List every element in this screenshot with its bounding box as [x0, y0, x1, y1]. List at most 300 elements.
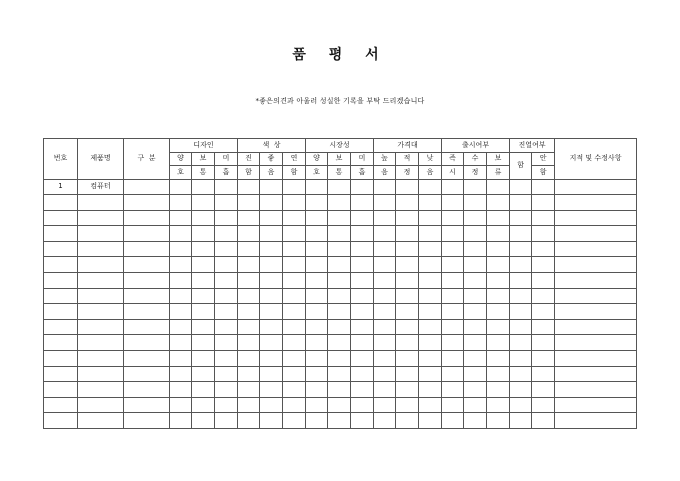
table-cell[interactable]	[215, 257, 238, 273]
table-cell[interactable]	[374, 304, 396, 320]
cell-no[interactable]	[44, 288, 78, 304]
table-cell[interactable]	[532, 351, 555, 367]
table-cell[interactable]	[124, 413, 170, 429]
table-cell[interactable]	[464, 335, 487, 351]
table-cell[interactable]	[260, 179, 283, 195]
table-cell[interactable]	[555, 382, 637, 398]
table-cell[interactable]	[487, 210, 510, 226]
table-cell[interactable]	[487, 241, 510, 257]
table-cell[interactable]	[170, 257, 192, 273]
table-cell[interactable]	[170, 179, 192, 195]
table-cell[interactable]	[215, 351, 238, 367]
table-cell[interactable]	[283, 210, 306, 226]
table-cell[interactable]	[124, 257, 170, 273]
table-cell[interactable]	[170, 335, 192, 351]
table-cell[interactable]	[374, 351, 396, 367]
table-cell[interactable]	[396, 210, 419, 226]
table-cell[interactable]	[170, 351, 192, 367]
table-cell[interactable]	[124, 288, 170, 304]
table-cell[interactable]	[238, 351, 260, 367]
table-cell[interactable]	[442, 257, 464, 273]
table-cell[interactable]	[306, 179, 328, 195]
table-cell[interactable]	[464, 210, 487, 226]
table-cell[interactable]	[510, 304, 532, 320]
table-cell[interactable]	[328, 179, 351, 195]
cell-product[interactable]	[78, 257, 124, 273]
table-cell[interactable]	[419, 351, 442, 367]
table-cell[interactable]	[351, 413, 374, 429]
table-cell[interactable]	[238, 304, 260, 320]
table-cell[interactable]	[283, 288, 306, 304]
table-cell[interactable]	[283, 335, 306, 351]
table-cell[interactable]	[555, 210, 637, 226]
table-cell[interactable]	[396, 195, 419, 211]
table-cell[interactable]	[419, 413, 442, 429]
table-cell[interactable]	[260, 351, 283, 367]
table-cell[interactable]	[170, 210, 192, 226]
table-cell[interactable]	[442, 319, 464, 335]
table-cell[interactable]	[555, 179, 637, 195]
table-cell[interactable]	[192, 335, 215, 351]
table-cell[interactable]	[374, 179, 396, 195]
table-cell[interactable]	[555, 335, 637, 351]
table-cell[interactable]	[306, 413, 328, 429]
table-cell[interactable]	[442, 288, 464, 304]
table-cell[interactable]	[532, 195, 555, 211]
table-cell[interactable]	[487, 195, 510, 211]
table-cell[interactable]	[306, 195, 328, 211]
table-cell[interactable]	[192, 179, 215, 195]
table-cell[interactable]	[124, 366, 170, 382]
table-cell[interactable]	[306, 288, 328, 304]
table-cell[interactable]	[464, 366, 487, 382]
table-cell[interactable]	[487, 397, 510, 413]
table-cell[interactable]	[238, 366, 260, 382]
table-cell[interactable]	[238, 195, 260, 211]
cell-no[interactable]	[44, 304, 78, 320]
table-cell[interactable]	[124, 210, 170, 226]
table-cell[interactable]	[260, 226, 283, 242]
table-cell[interactable]	[396, 335, 419, 351]
table-cell[interactable]	[510, 195, 532, 211]
table-cell[interactable]	[238, 335, 260, 351]
cell-no[interactable]	[44, 335, 78, 351]
table-cell[interactable]	[124, 226, 170, 242]
table-cell[interactable]	[351, 226, 374, 242]
table-cell[interactable]	[464, 195, 487, 211]
table-cell[interactable]	[351, 273, 374, 289]
table-cell[interactable]	[124, 382, 170, 398]
table-cell[interactable]	[351, 257, 374, 273]
cell-product[interactable]	[78, 335, 124, 351]
table-cell[interactable]	[170, 397, 192, 413]
table-cell[interactable]	[419, 210, 442, 226]
cell-no[interactable]	[44, 241, 78, 257]
table-cell[interactable]	[306, 335, 328, 351]
table-cell[interactable]	[192, 351, 215, 367]
table-cell[interactable]	[124, 179, 170, 195]
cell-no[interactable]	[44, 319, 78, 335]
table-cell[interactable]	[464, 382, 487, 398]
table-cell[interactable]	[124, 319, 170, 335]
table-cell[interactable]	[555, 195, 637, 211]
table-cell[interactable]	[464, 304, 487, 320]
cell-no[interactable]	[44, 366, 78, 382]
table-cell[interactable]	[124, 273, 170, 289]
table-cell[interactable]	[555, 241, 637, 257]
table-cell[interactable]	[215, 319, 238, 335]
table-cell[interactable]	[215, 382, 238, 398]
table-cell[interactable]	[238, 397, 260, 413]
table-cell[interactable]	[374, 382, 396, 398]
table-cell[interactable]	[532, 319, 555, 335]
table-cell[interactable]	[487, 335, 510, 351]
table-cell[interactable]	[283, 351, 306, 367]
table-cell[interactable]	[532, 226, 555, 242]
table-cell[interactable]	[351, 382, 374, 398]
table-cell[interactable]	[510, 241, 532, 257]
table-cell[interactable]	[283, 382, 306, 398]
table-cell[interactable]	[170, 226, 192, 242]
cell-no[interactable]	[44, 413, 78, 429]
table-cell[interactable]	[215, 335, 238, 351]
table-cell[interactable]	[351, 195, 374, 211]
table-cell[interactable]	[374, 241, 396, 257]
table-cell[interactable]	[464, 179, 487, 195]
cell-product[interactable]	[78, 382, 124, 398]
table-cell[interactable]	[283, 273, 306, 289]
table-cell[interactable]	[260, 210, 283, 226]
table-cell[interactable]	[396, 257, 419, 273]
table-cell[interactable]	[464, 257, 487, 273]
cell-no[interactable]	[44, 397, 78, 413]
table-cell[interactable]	[328, 288, 351, 304]
cell-product[interactable]	[78, 273, 124, 289]
table-cell[interactable]	[170, 366, 192, 382]
table-cell[interactable]	[532, 413, 555, 429]
table-cell[interactable]	[260, 382, 283, 398]
table-cell[interactable]	[192, 195, 215, 211]
table-cell[interactable]	[215, 179, 238, 195]
table-cell[interactable]	[170, 319, 192, 335]
table-cell[interactable]	[124, 335, 170, 351]
table-cell[interactable]	[374, 210, 396, 226]
table-cell[interactable]	[328, 366, 351, 382]
table-cell[interactable]	[328, 273, 351, 289]
table-cell[interactable]	[442, 241, 464, 257]
cell-product[interactable]: 컴퓨터	[78, 179, 124, 195]
table-cell[interactable]	[555, 413, 637, 429]
table-cell[interactable]	[260, 397, 283, 413]
table-cell[interactable]	[374, 257, 396, 273]
cell-product[interactable]	[78, 366, 124, 382]
table-cell[interactable]	[238, 273, 260, 289]
table-cell[interactable]	[170, 382, 192, 398]
table-cell[interactable]	[396, 288, 419, 304]
table-cell[interactable]	[532, 273, 555, 289]
table-cell[interactable]	[532, 366, 555, 382]
table-cell[interactable]	[306, 382, 328, 398]
table-cell[interactable]	[442, 397, 464, 413]
table-cell[interactable]	[442, 413, 464, 429]
cell-product[interactable]	[78, 226, 124, 242]
table-cell[interactable]	[374, 397, 396, 413]
table-cell[interactable]	[510, 179, 532, 195]
table-cell[interactable]	[396, 241, 419, 257]
table-cell[interactable]	[260, 335, 283, 351]
table-cell[interactable]	[351, 304, 374, 320]
table-cell[interactable]	[487, 179, 510, 195]
table-cell[interactable]	[396, 366, 419, 382]
table-cell[interactable]	[442, 179, 464, 195]
table-cell[interactable]	[328, 226, 351, 242]
table-cell[interactable]	[283, 413, 306, 429]
table-cell[interactable]	[510, 351, 532, 367]
table-cell[interactable]	[215, 366, 238, 382]
table-cell[interactable]	[170, 288, 192, 304]
table-cell[interactable]	[510, 288, 532, 304]
table-cell[interactable]	[306, 241, 328, 257]
table-cell[interactable]	[192, 413, 215, 429]
table-cell[interactable]	[510, 397, 532, 413]
table-cell[interactable]	[328, 210, 351, 226]
table-cell[interactable]	[464, 241, 487, 257]
table-cell[interactable]	[306, 366, 328, 382]
table-cell[interactable]	[170, 304, 192, 320]
table-cell[interactable]	[419, 366, 442, 382]
table-cell[interactable]	[283, 304, 306, 320]
table-cell[interactable]	[555, 304, 637, 320]
table-cell[interactable]	[215, 226, 238, 242]
table-cell[interactable]	[306, 319, 328, 335]
table-cell[interactable]	[374, 273, 396, 289]
table-cell[interactable]	[215, 195, 238, 211]
table-cell[interactable]	[419, 288, 442, 304]
table-cell[interactable]	[238, 382, 260, 398]
table-cell[interactable]	[260, 195, 283, 211]
table-cell[interactable]	[215, 413, 238, 429]
table-cell[interactable]	[306, 397, 328, 413]
table-cell[interactable]	[328, 319, 351, 335]
table-cell[interactable]	[419, 195, 442, 211]
table-cell[interactable]	[555, 366, 637, 382]
cell-no[interactable]	[44, 210, 78, 226]
table-cell[interactable]	[215, 397, 238, 413]
table-cell[interactable]	[532, 288, 555, 304]
table-cell[interactable]	[419, 319, 442, 335]
table-cell[interactable]	[215, 288, 238, 304]
table-cell[interactable]	[306, 257, 328, 273]
table-cell[interactable]	[510, 335, 532, 351]
table-cell[interactable]	[532, 179, 555, 195]
table-cell[interactable]	[192, 304, 215, 320]
table-cell[interactable]	[238, 257, 260, 273]
table-cell[interactable]	[419, 397, 442, 413]
table-cell[interactable]	[487, 382, 510, 398]
table-cell[interactable]	[555, 319, 637, 335]
table-cell[interactable]	[510, 413, 532, 429]
table-cell[interactable]	[464, 413, 487, 429]
table-cell[interactable]	[192, 319, 215, 335]
table-cell[interactable]	[192, 288, 215, 304]
table-cell[interactable]	[464, 397, 487, 413]
table-cell[interactable]	[306, 304, 328, 320]
table-cell[interactable]	[328, 351, 351, 367]
table-cell[interactable]	[351, 179, 374, 195]
table-cell[interactable]	[374, 319, 396, 335]
cell-no[interactable]: 1	[44, 179, 78, 195]
table-cell[interactable]	[396, 273, 419, 289]
table-cell[interactable]	[419, 273, 442, 289]
table-cell[interactable]	[464, 273, 487, 289]
cell-product[interactable]	[78, 195, 124, 211]
table-cell[interactable]	[419, 382, 442, 398]
table-cell[interactable]	[260, 413, 283, 429]
table-cell[interactable]	[464, 351, 487, 367]
table-cell[interactable]	[532, 304, 555, 320]
table-cell[interactable]	[532, 335, 555, 351]
table-cell[interactable]	[442, 351, 464, 367]
table-cell[interactable]	[510, 382, 532, 398]
cell-product[interactable]	[78, 413, 124, 429]
table-cell[interactable]	[238, 210, 260, 226]
table-cell[interactable]	[283, 195, 306, 211]
table-cell[interactable]	[351, 319, 374, 335]
table-cell[interactable]	[192, 382, 215, 398]
table-cell[interactable]	[396, 413, 419, 429]
cell-product[interactable]	[78, 210, 124, 226]
table-cell[interactable]	[351, 210, 374, 226]
table-cell[interactable]	[510, 366, 532, 382]
table-cell[interactable]	[124, 241, 170, 257]
table-cell[interactable]	[487, 226, 510, 242]
table-cell[interactable]	[238, 241, 260, 257]
table-cell[interactable]	[192, 226, 215, 242]
table-cell[interactable]	[487, 319, 510, 335]
cell-no[interactable]	[44, 273, 78, 289]
cell-no[interactable]	[44, 382, 78, 398]
table-cell[interactable]	[442, 226, 464, 242]
table-cell[interactable]	[192, 366, 215, 382]
table-cell[interactable]	[328, 382, 351, 398]
table-cell[interactable]	[170, 413, 192, 429]
table-cell[interactable]	[442, 335, 464, 351]
table-cell[interactable]	[260, 241, 283, 257]
table-cell[interactable]	[442, 195, 464, 211]
table-cell[interactable]	[442, 210, 464, 226]
table-cell[interactable]	[419, 335, 442, 351]
table-cell[interactable]	[396, 226, 419, 242]
table-cell[interactable]	[532, 210, 555, 226]
table-cell[interactable]	[328, 335, 351, 351]
cell-product[interactable]	[78, 319, 124, 335]
table-cell[interactable]	[238, 179, 260, 195]
table-cell[interactable]	[283, 319, 306, 335]
table-cell[interactable]	[510, 257, 532, 273]
table-cell[interactable]	[170, 241, 192, 257]
table-cell[interactable]	[374, 288, 396, 304]
table-cell[interactable]	[238, 288, 260, 304]
table-cell[interactable]	[351, 366, 374, 382]
cell-product[interactable]	[78, 288, 124, 304]
cell-product[interactable]	[78, 397, 124, 413]
table-cell[interactable]	[419, 304, 442, 320]
table-cell[interactable]	[124, 397, 170, 413]
table-cell[interactable]	[283, 226, 306, 242]
table-cell[interactable]	[260, 304, 283, 320]
table-cell[interactable]	[442, 273, 464, 289]
table-cell[interactable]	[374, 413, 396, 429]
table-cell[interactable]	[328, 413, 351, 429]
table-cell[interactable]	[192, 241, 215, 257]
table-cell[interactable]	[487, 257, 510, 273]
table-cell[interactable]	[351, 351, 374, 367]
table-cell[interactable]	[487, 288, 510, 304]
table-cell[interactable]	[374, 195, 396, 211]
table-cell[interactable]	[419, 179, 442, 195]
table-cell[interactable]	[328, 195, 351, 211]
cell-product[interactable]	[78, 304, 124, 320]
table-cell[interactable]	[396, 319, 419, 335]
table-cell[interactable]	[396, 304, 419, 320]
table-cell[interactable]	[487, 351, 510, 367]
table-cell[interactable]	[396, 179, 419, 195]
table-cell[interactable]	[442, 304, 464, 320]
table-cell[interactable]	[283, 366, 306, 382]
table-cell[interactable]	[555, 226, 637, 242]
table-cell[interactable]	[510, 210, 532, 226]
table-cell[interactable]	[351, 241, 374, 257]
table-cell[interactable]	[328, 257, 351, 273]
table-cell[interactable]	[419, 257, 442, 273]
table-cell[interactable]	[124, 304, 170, 320]
table-cell[interactable]	[306, 351, 328, 367]
table-cell[interactable]	[328, 397, 351, 413]
table-cell[interactable]	[510, 319, 532, 335]
table-cell[interactable]	[283, 397, 306, 413]
table-cell[interactable]	[306, 226, 328, 242]
table-cell[interactable]	[487, 304, 510, 320]
table-cell[interactable]	[328, 241, 351, 257]
table-cell[interactable]	[487, 413, 510, 429]
table-cell[interactable]	[532, 257, 555, 273]
cell-no[interactable]	[44, 351, 78, 367]
table-cell[interactable]	[464, 319, 487, 335]
table-cell[interactable]	[510, 273, 532, 289]
table-cell[interactable]	[555, 257, 637, 273]
table-cell[interactable]	[215, 273, 238, 289]
table-cell[interactable]	[215, 304, 238, 320]
table-cell[interactable]	[487, 366, 510, 382]
table-cell[interactable]	[464, 226, 487, 242]
table-cell[interactable]	[215, 241, 238, 257]
table-cell[interactable]	[283, 257, 306, 273]
table-cell[interactable]	[555, 288, 637, 304]
table-cell[interactable]	[170, 273, 192, 289]
table-cell[interactable]	[124, 195, 170, 211]
table-cell[interactable]	[192, 273, 215, 289]
table-cell[interactable]	[306, 210, 328, 226]
table-cell[interactable]	[238, 413, 260, 429]
table-cell[interactable]	[487, 273, 510, 289]
table-cell[interactable]	[555, 397, 637, 413]
table-cell[interactable]	[260, 273, 283, 289]
table-cell[interactable]	[374, 366, 396, 382]
cell-product[interactable]	[78, 351, 124, 367]
table-cell[interactable]	[442, 382, 464, 398]
table-cell[interactable]	[192, 210, 215, 226]
table-cell[interactable]	[124, 351, 170, 367]
